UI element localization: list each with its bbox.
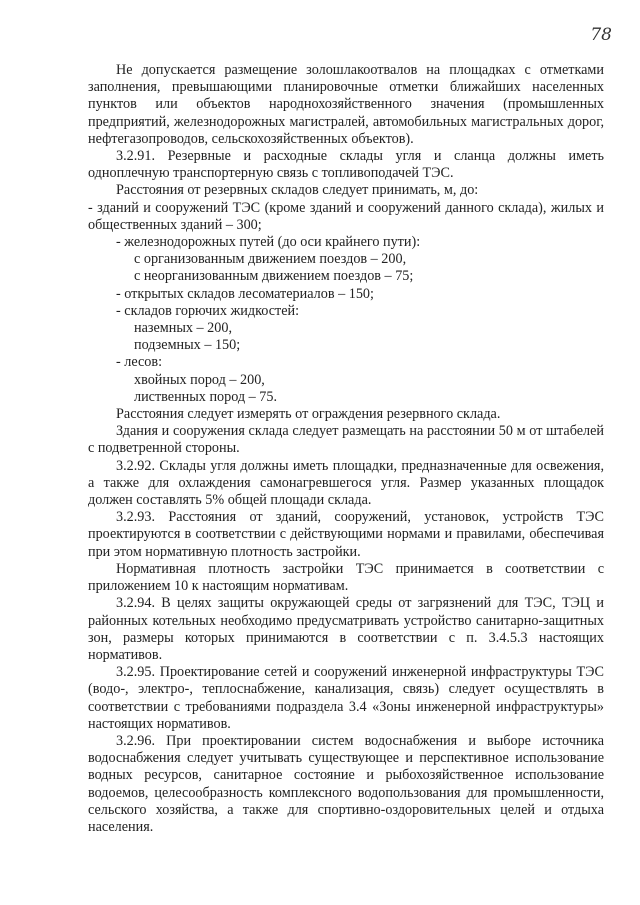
list-item-timber-storage: - открытых складов лесоматериалов – 150;	[116, 285, 374, 302]
list-item-forests: - лесов:	[116, 354, 163, 371]
paragraph-3-2-95: 3.2.95. Проектирование сетей и сооружений инженерной инфраструктуры ТЭС (водо-, электро-, теплоснабжение, канализация, связь) следует осуществлять в соответствии с требованиями подраздела 3.4 «Зоны инженерной инфраструктуры» настоящих нормативов.	[88, 664, 604, 732]
paragraph-3-2-92: 3.2.92. Склады угля должны иметь площадки, предназначенные для освежения, а также для охлаждения самонагревшегося угля. Размер указанных площадок должен составлять 5% общей площади склада.	[88, 457, 604, 509]
paragraph-3-2-91: 3.2.91. Резервные и расходные склады угля и сланца должны иметь одноплечную транспортерную связь с топливоподачей ТЭС.	[88, 148, 604, 182]
paragraph-3-2-94: 3.2.94. В целях защиты окружающей среды от загрязнений для ТЭС, ТЭЦ и районных котельных необходимо предусматривать устройство санитарно-защитных зон, размеры которых принимаются в соответствии с п. 3.4.5.3 настоящих нормативов.	[88, 595, 604, 663]
paragraph-ash-dumps: Не допускается размещение золошлакоотвалов на площадках с отметками заполнения, превышающими планировочные отметки ближайших населенных пунктов или объектов народнохозяйственного значения (промышленных предприятий, железнодорожных магистралей, автомобильных магистральных дорог, нефтегазопроводов, сельскохозяйственных объектов).	[88, 62, 604, 147]
document-body	[88, 62, 604, 836]
list-item-fuel-storage: - складов горючих жидкостей:	[116, 302, 300, 319]
paragraph-3-2-93: 3.2.93. Расстояния от зданий, сооружений, установок, устройств ТЭС проектируются в соответствии с действующими нормами и правилами, обеспечивая при этом нормативную плотность застройки.	[88, 509, 604, 560]
paragraph-building-density: Нормативная плотность застройки ТЭС принимается в соответствии с приложением 10 к настоящим нормативам.	[88, 560, 604, 595]
sublist-item-above-ground: наземных – 200,	[134, 320, 233, 337]
paragraph-warehouse-buildings: Здания и сооружения склада следует размещать на расстоянии 50 м от штабелей с подветренной стороны.	[88, 423, 604, 457]
sublist-item-unorganized-traffic: с неорганизованным движением поездов – 75;	[134, 268, 414, 285]
paragraph-measurement: Расстояния следует измерять от ограждения резервного склада.	[116, 406, 501, 423]
sublist-item-underground: подземных – 150;	[134, 337, 241, 354]
list-item-tes-buildings: - зданий и сооружений ТЭС (кроме зданий и сооружений данного склада), жилых и общественных зданий – 300;	[88, 199, 604, 233]
list-item-railways: - железнодорожных путей (до оси крайнего пути):	[116, 234, 421, 251]
sublist-item-coniferous: хвойных пород – 200,	[134, 371, 265, 388]
sublist-item-organized-traffic: с организованным движением поездов – 200,	[134, 251, 407, 268]
paragraph-distances-intro: Расстояния от резервных складов следует принимать, м, до:	[116, 182, 479, 199]
page-number: 78	[590, 25, 612, 45]
paragraph-3-2-96: 3.2.96. При проектировании систем водоснабжения и выборе источника водоснабжения следует учитывать существующее и перспективное использование водных ресурсов, санитарное состояние и рыбохозяйственное использование водоемов, целесообразность комплексного водопользования для промышленности, сельского хозяйства, а также для спортивно-оздоровительных целей и отдыха населения.	[88, 732, 604, 835]
sublist-item-deciduous: лиственных пород – 75.	[134, 388, 278, 405]
